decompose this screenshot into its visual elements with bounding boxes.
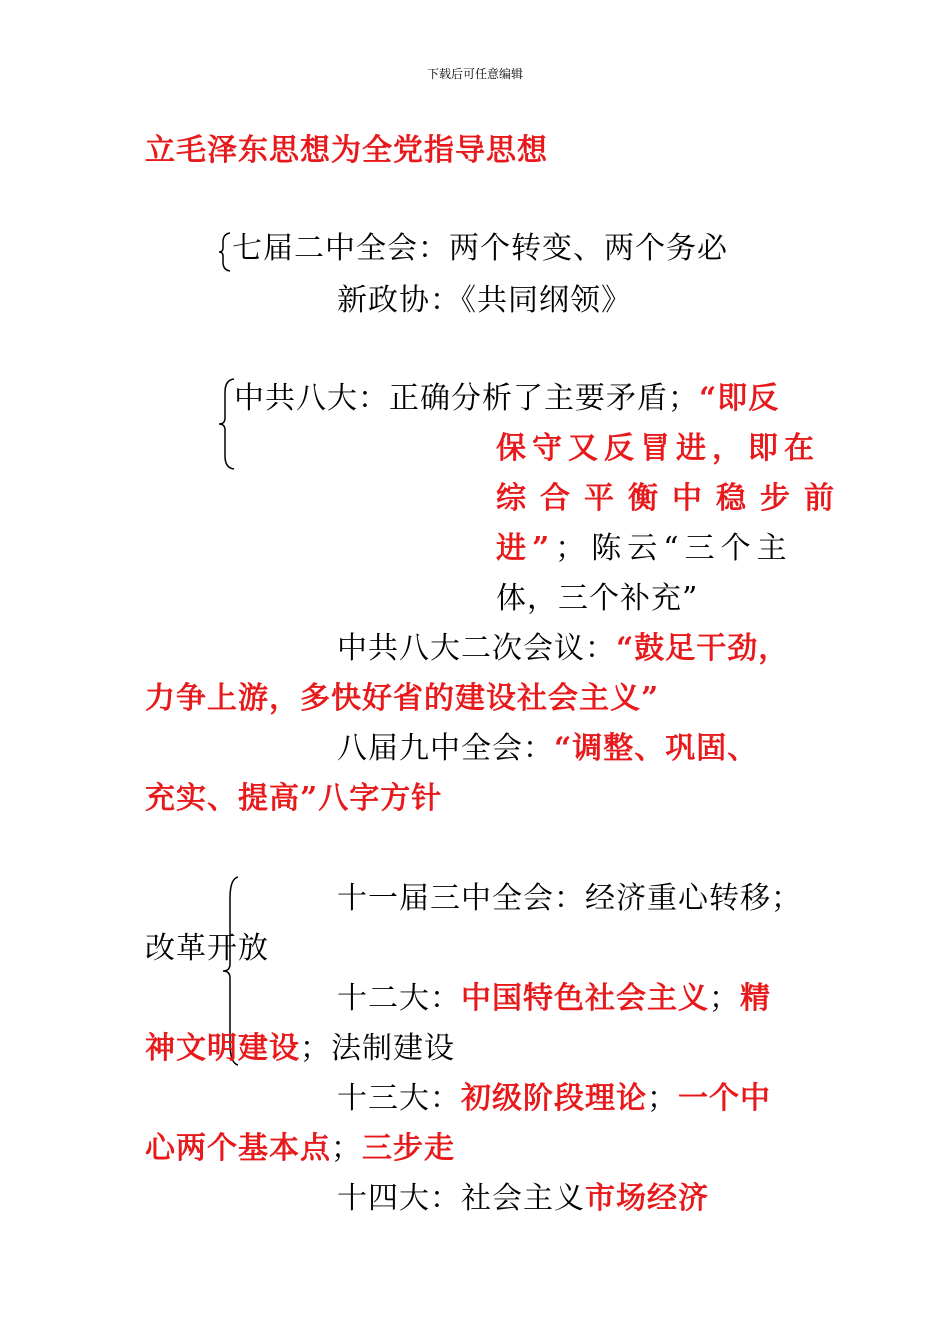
bada-label: 中共八大：正确分析了主要矛盾； xyxy=(234,381,699,416)
line-shisanda-2 xyxy=(145,1131,455,1167)
line-shierda-1 xyxy=(337,981,771,1017)
line-shisanda-1 xyxy=(337,1081,771,1117)
line-bada-4 xyxy=(496,531,793,567)
shisanda-yige: 心两个基本点 xyxy=(145,1131,331,1166)
page-header: 下载后可任意编辑 xyxy=(426,67,523,81)
bada-quote-start: “即反 xyxy=(699,381,780,416)
line-sanzhong-1: 十一届三中全会：经济重心转移； xyxy=(337,881,802,916)
shisanda-sanbu: 三步走 xyxy=(362,1131,455,1166)
shisida-shichang: 市场经济 xyxy=(585,1181,709,1216)
shierda-tese: 中国特色社会主义 xyxy=(461,981,709,1016)
left-brace-1 xyxy=(218,232,232,272)
shisanda-yige-start: 一个中 xyxy=(678,1081,771,1116)
line-bajie-jiuzhong-1 xyxy=(337,731,758,767)
shisanda-sep: ； xyxy=(647,1081,678,1116)
shierda-jingshen: 神文明建设 xyxy=(145,1031,300,1066)
shierda-label: 十二大： xyxy=(337,981,461,1016)
bajie-quote-start: “调整、巩固、 xyxy=(554,731,759,766)
shisanda-label: 十三大： xyxy=(337,1081,461,1116)
shierda-fazhi: ；法制建设 xyxy=(300,1031,455,1066)
bajie-label: 八届九中全会： xyxy=(337,731,554,766)
shisanda-sep2: ； xyxy=(331,1131,362,1166)
bada-quote-end: 进” xyxy=(496,531,556,566)
meeting-qijie-erzhong: 七届二中全会：两个转变、两个务必 xyxy=(232,231,728,266)
line-sanzhong-2: 改革开放 xyxy=(145,931,269,966)
shierda-sep: ； xyxy=(709,981,740,1016)
shierda-jingshen-start: 精 xyxy=(740,981,771,1016)
bada-erci-quote-start: “鼓足干劲， xyxy=(616,631,790,666)
line-bada-1 xyxy=(234,381,779,417)
bada-erci-label: 中共八大二次会议： xyxy=(337,631,616,666)
line-bada-3: 综合平衡中稳步前 xyxy=(496,481,848,516)
chenyun-label: ；陈云“三个主 xyxy=(555,531,793,566)
line-shierda-2 xyxy=(145,1031,455,1067)
line-bajie-jiuzhong-2: 充实、提高”八字方针 xyxy=(145,781,443,816)
line-bada-5: 体，三个补充” xyxy=(496,581,699,616)
shisida-label: 十四大：社会主义 xyxy=(337,1181,585,1216)
shisanda-chuji: 初级阶段理论 xyxy=(461,1081,647,1116)
line-bada-2: 保守又反冒进，即在 xyxy=(496,431,820,466)
line-bada-erci-1 xyxy=(337,631,789,667)
line-bada-erci-2: 力争上游，多快好省的建设社会主义” xyxy=(145,681,660,716)
page-title: 立毛泽东思想为全党指导思想 xyxy=(145,133,548,168)
line-shisida xyxy=(337,1181,709,1217)
meeting-xin-zhengxie: 新政协：《共同纲领》 xyxy=(337,283,632,318)
